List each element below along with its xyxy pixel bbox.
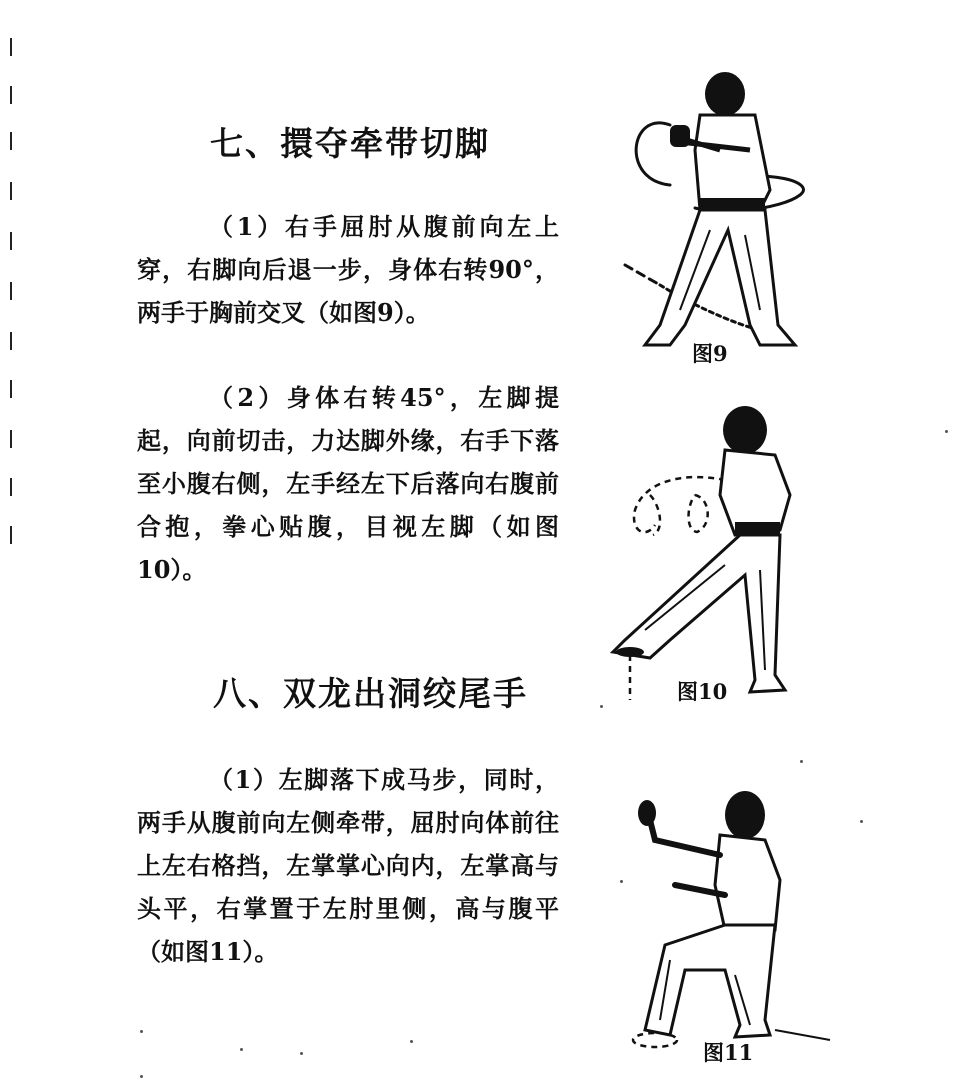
scan-speck — [410, 1040, 413, 1043]
scan-speck — [800, 760, 803, 763]
paragraph: （1）左脚落下成马步，同时，两手从腹前向左侧牵带，屈肘向体前往上左右格挡，左掌掌心向内，左掌高与头平，右掌置于左肘里侧，高与腹平（如图11）。 — [137, 765, 559, 966]
margin-mark — [10, 132, 12, 150]
figure-label: 图10 — [677, 679, 728, 704]
section-heading: 七、擐夺牵带切脚 — [210, 124, 490, 163]
margin-mark — [10, 38, 12, 56]
margin-mark — [10, 380, 12, 398]
margin-mark — [10, 430, 12, 448]
martial-artist-crossed-hands-illustration — [600, 70, 820, 370]
margin-mark — [10, 332, 12, 350]
margin-mark — [10, 478, 12, 496]
margin-mark — [10, 282, 12, 300]
martial-artist-cutting-kick-illustration — [605, 400, 825, 710]
margin-mark — [10, 182, 12, 200]
figure-label: 图11 — [703, 1040, 754, 1065]
section-heading: 八、双龙出洞绞尾手 — [213, 674, 528, 713]
paragraph: （1）右手屈肘从腹前向左上穿，右脚向后退一步，身体右转90°，两手于胸前交叉（如图9）。 — [137, 212, 559, 327]
scan-speck — [140, 1030, 143, 1033]
figure-10 — [605, 400, 825, 710]
figure-label: 图9 — [692, 341, 728, 366]
figure-11 — [615, 785, 835, 1075]
scan-speck — [240, 1048, 243, 1051]
paragraph: （2）身体右转45°，左脚提起，向前切击，力达脚外缘，右手下落至小腹右侧，左手经左下后落向右腹前合抱，拳心贴腹，目视左脚（如图10）。 — [137, 383, 559, 584]
scan-speck — [860, 820, 863, 823]
scan-speck — [945, 430, 948, 433]
scan-speck — [620, 880, 623, 883]
martial-artist-horse-stance-illustration — [615, 785, 835, 1075]
scan-speck — [140, 1075, 143, 1078]
margin-mark — [10, 526, 12, 544]
figure-9 — [600, 70, 820, 370]
margin-mark — [10, 232, 12, 250]
scan-speck — [600, 705, 603, 708]
margin-mark — [10, 86, 12, 104]
scan-speck — [300, 1052, 303, 1055]
